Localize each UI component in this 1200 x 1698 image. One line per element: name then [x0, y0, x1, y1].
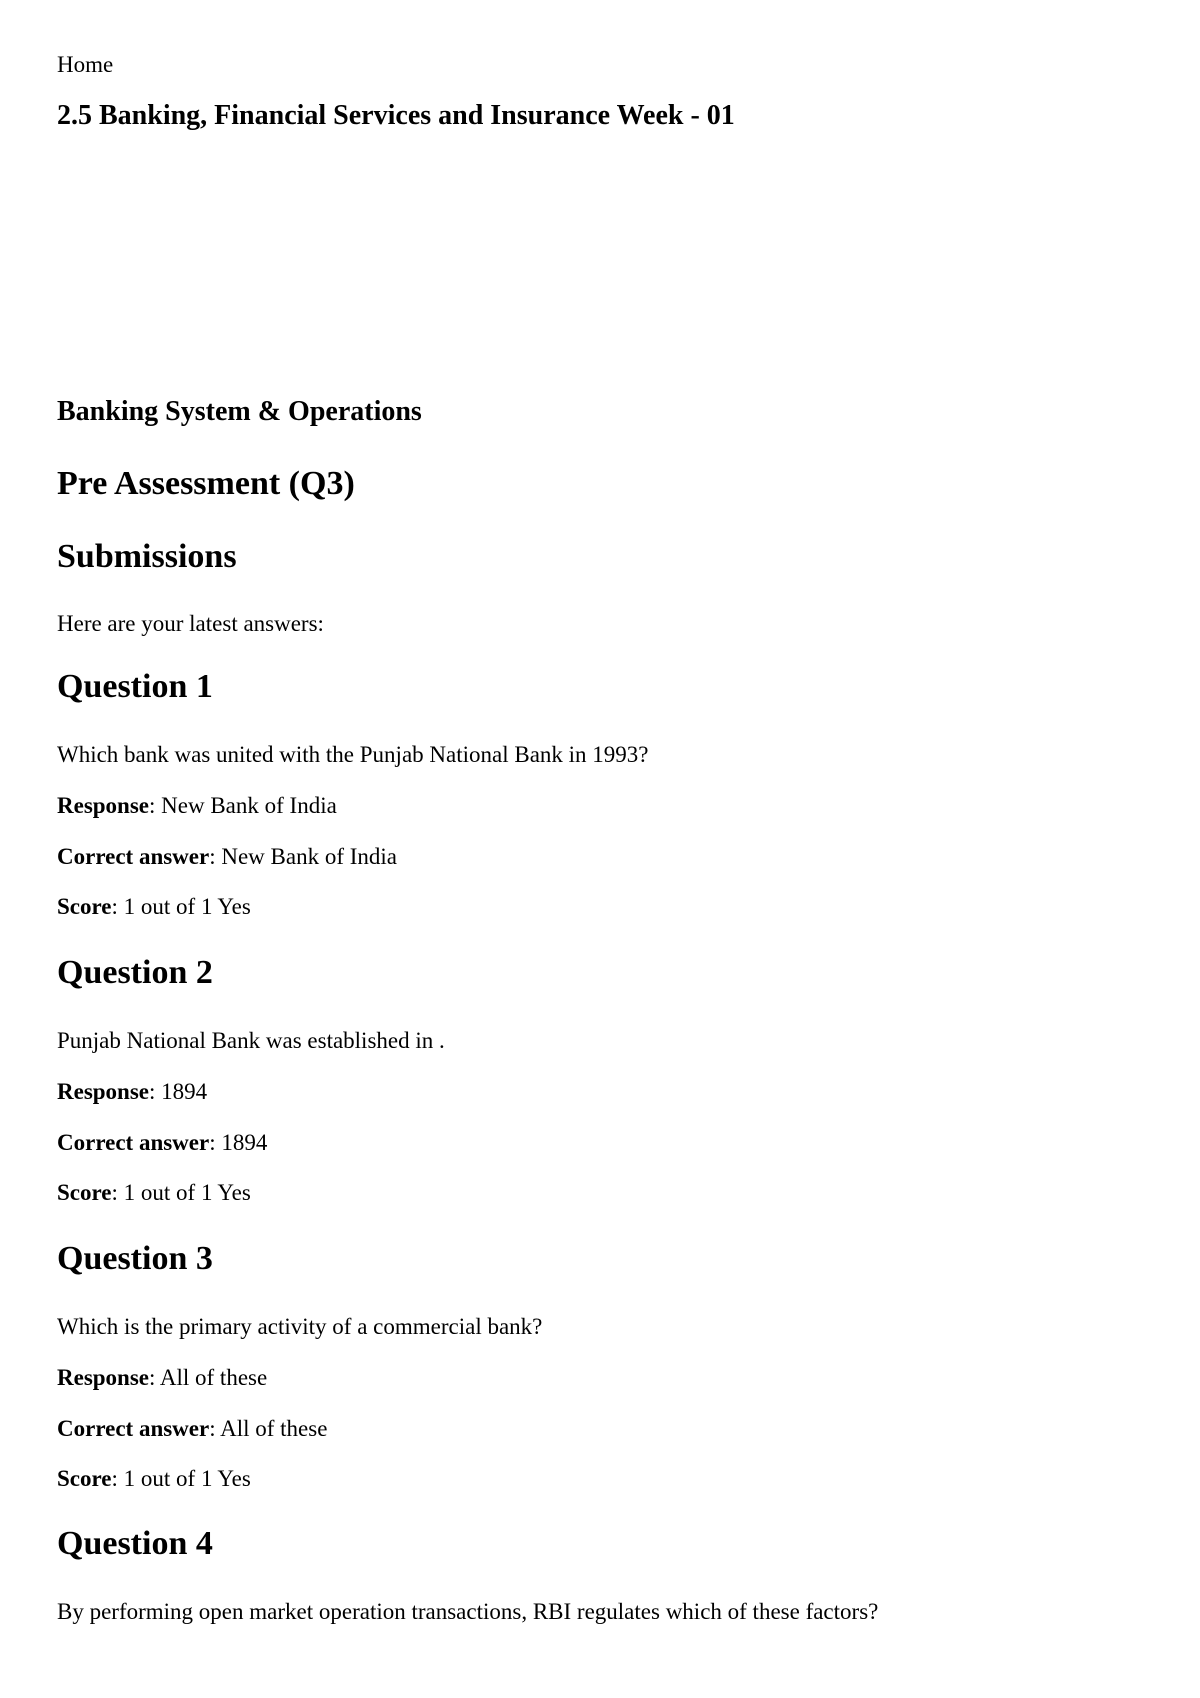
question-text: Which is the primary activity of a commercial bank? — [57, 1314, 543, 1339]
question-title: Question 2 — [57, 954, 213, 991]
score-value: : 1 out of 1 Yes — [111, 1180, 251, 1205]
response-label: Response — [57, 1079, 150, 1104]
question-title: Question 3 — [57, 1240, 213, 1277]
submissions-heading: Submissions — [57, 538, 237, 575]
question-text: Which bank was united with the Punjab National Bank in 1993? — [57, 742, 649, 767]
response-row — [57, 1079, 207, 1105]
response-value: : New Bank of India — [149, 793, 337, 818]
score-row — [57, 894, 251, 920]
assessment-title: Pre Assessment (Q3) — [57, 465, 355, 502]
score-label: Score — [57, 894, 112, 919]
score-value: : 1 out of 1 Yes — [111, 1466, 251, 1491]
response-row — [57, 793, 337, 819]
course-title: 2.5 Banking, Financial Services and Insurance Week - 01 — [57, 100, 735, 131]
correct-answer-value: : All of these — [209, 1416, 328, 1441]
correct-answer-value: : 1894 — [209, 1130, 268, 1155]
correct-answer-row — [57, 1130, 267, 1156]
question-title: Question 1 — [57, 668, 213, 705]
response-row — [57, 1365, 267, 1391]
breadcrumb-home-link[interactable]: Home — [57, 52, 114, 77]
response-value: : 1894 — [149, 1079, 208, 1104]
question-title: Question 4 — [57, 1525, 213, 1562]
score-label: Score — [57, 1466, 112, 1491]
question-text: Punjab National Bank was established in . — [57, 1028, 445, 1053]
score-label: Score — [57, 1180, 112, 1205]
correct-answer-label: Correct answer — [57, 1130, 210, 1155]
correct-answer-row — [57, 1416, 327, 1442]
response-value: : All of these — [149, 1365, 268, 1390]
correct-answer-label: Correct answer — [57, 844, 210, 869]
score-value: : 1 out of 1 Yes — [111, 894, 251, 919]
correct-answer-row — [57, 844, 397, 870]
section-title: Banking System & Operations — [57, 396, 422, 427]
correct-answer-label: Correct answer — [57, 1416, 210, 1441]
correct-answer-value: : New Bank of India — [209, 844, 398, 869]
submissions-intro: Here are your latest answers: — [57, 611, 324, 636]
response-label: Response — [57, 793, 150, 818]
response-label: Response — [57, 1365, 150, 1390]
score-row — [57, 1180, 251, 1206]
score-row — [57, 1466, 251, 1492]
question-text: By performing open market operation transactions, RBI regulates which of these factors? — [57, 1599, 879, 1624]
